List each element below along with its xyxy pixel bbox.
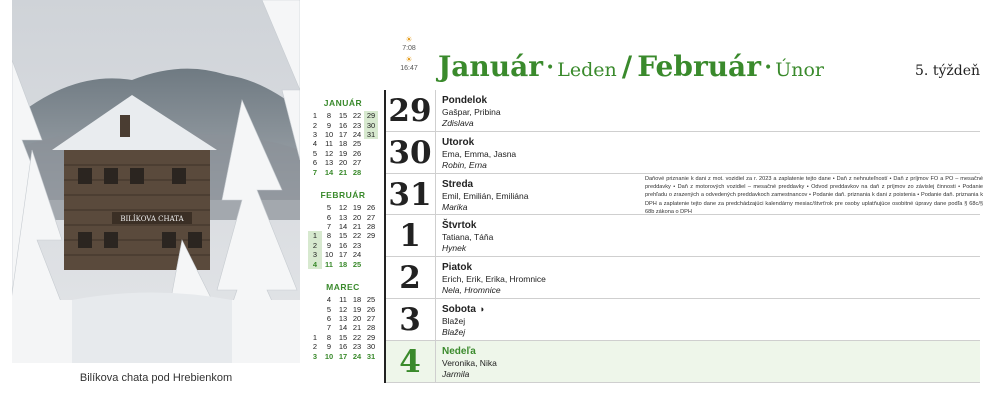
mini-day [308, 323, 322, 332]
mini-day-current-week: 29 [364, 111, 378, 120]
day-list [384, 90, 980, 383]
mini-day: 28 [366, 323, 376, 333]
mini-calendar-title: FEBRUÁR [320, 190, 366, 200]
mini-day: 16 [338, 342, 348, 352]
mini-day: 16 [338, 120, 348, 130]
mini-day: 20 [338, 158, 348, 168]
mini-day-sunday: 31 [366, 351, 376, 361]
day-row-friday [386, 257, 980, 299]
mini-day-current-week: 30 [364, 120, 378, 129]
chalet-sign-text: BILÍKOVA CHATA [120, 215, 184, 223]
mini-day: 15 [338, 111, 348, 121]
day-row-saturday [386, 299, 980, 341]
mini-day: 6 [326, 313, 332, 323]
mini-day: 30 [366, 342, 376, 352]
mini-day [308, 304, 322, 313]
mini-day: 19 [338, 148, 348, 158]
mini-day: 11 [325, 139, 333, 149]
mini-day: 23 [352, 120, 362, 130]
mini-day: 5 [326, 304, 332, 314]
month-slash: / [621, 50, 633, 83]
day-number: 31 [388, 176, 432, 213]
divider [435, 215, 436, 256]
mini-day: 4 [326, 295, 332, 305]
month2-czech: Únor [775, 59, 824, 81]
sunset-icon: ☀ [405, 55, 413, 64]
mini-day [308, 222, 322, 231]
name-days-cz: Zdislava [442, 118, 474, 128]
mini-day: 12 [324, 148, 334, 158]
mini-day: 23 [352, 342, 362, 352]
mini-day-sunday: 10 [324, 351, 334, 361]
day-row-monday [386, 90, 980, 132]
mini-calendar-february [308, 190, 378, 269]
mini-day: 25 [352, 139, 362, 149]
mini-day: 2 [312, 342, 318, 352]
divider [435, 90, 436, 131]
day-number: 3 [399, 301, 421, 338]
mini-day [364, 167, 378, 176]
mini-day: 24 [352, 250, 362, 260]
mini-day: 20 [352, 212, 362, 222]
mini-day: 15 [338, 231, 348, 241]
mini-day: 16 [338, 240, 348, 250]
mini-day: 25 [366, 295, 376, 305]
day-name-row [442, 304, 484, 315]
mini-day [308, 212, 322, 221]
divider [435, 341, 436, 382]
mini-day: 4 [312, 139, 318, 149]
day-number: 2 [399, 260, 421, 297]
mini-day: 9 [326, 120, 332, 130]
name-days-cz: Nela, Hromnice [442, 285, 501, 296]
mini-day-sunday: 28 [352, 167, 362, 177]
mini-day [308, 295, 322, 304]
name-days-cz: Marika [442, 201, 468, 212]
mini-day: 13 [338, 212, 348, 222]
mini-calendar-march [308, 282, 378, 361]
mini-day [364, 139, 378, 148]
dot-separator: • [546, 60, 555, 76]
mini-day: 21 [352, 221, 362, 231]
month1-czech: Leden [557, 59, 617, 81]
mini-day [364, 149, 378, 158]
mini-calendar-january [308, 98, 378, 177]
mini-day: 18 [338, 139, 348, 149]
sunset-time: 16:47 [400, 65, 418, 72]
mini-day: 24 [352, 129, 362, 139]
day-name: Pondelok [442, 95, 488, 106]
mini-day: 9 [326, 240, 332, 250]
mini-day: 7 [326, 323, 332, 333]
day-row-tuesday [386, 132, 980, 174]
day-name: Utorok [442, 136, 475, 148]
mini-day: 27 [352, 158, 362, 168]
mini-day: 9 [326, 342, 332, 352]
mini-day [364, 241, 378, 250]
name-days-sk: Tatiana, Táňa [442, 232, 494, 243]
day-name: Piatok [442, 262, 473, 274]
name-days-sk: Erich, Erik, Erika, Hromnice [442, 274, 546, 285]
mini-day: 28 [366, 221, 376, 231]
mini-day: 5 [312, 148, 318, 158]
mini-day: 29 [366, 231, 376, 241]
mini-day [364, 158, 378, 167]
day-name: Nedeľa [442, 345, 476, 357]
mini-day: 10 [324, 250, 334, 260]
mini-day: 23 [352, 240, 362, 250]
mini-day-sunday: 14 [324, 167, 334, 177]
day-row-sunday [386, 341, 980, 383]
mini-day [308, 203, 322, 212]
mini-day: 3 [312, 129, 318, 139]
mini-day-sunday: 25 [352, 259, 362, 269]
moon-phase-icon: ◑ [478, 303, 485, 314]
mini-calendar-title: JANUÁR [323, 98, 363, 108]
name-days-cz: Blažej [442, 326, 466, 337]
mini-calendar-title: MAREC [326, 282, 360, 292]
day-number: 29 [388, 93, 432, 129]
mini-day: 13 [338, 313, 348, 323]
name-days-cz: Hynek [442, 243, 467, 254]
mini-day: 26 [366, 304, 376, 314]
mini-day: 29 [366, 332, 376, 342]
mini-day: 26 [366, 203, 376, 213]
mini-day-sunday: 17 [338, 351, 348, 361]
mini-day: 14 [338, 221, 348, 231]
mini-day: 8 [326, 332, 332, 342]
sunrise-icon: ☀ [405, 35, 413, 44]
name-days-sk: Veronika, Nika [442, 357, 497, 368]
divider [435, 174, 436, 215]
mini-day-current-week: 2 [308, 241, 322, 250]
day-name: Streda [442, 178, 474, 190]
day-name: Sobota [442, 303, 476, 315]
day-number: 1 [399, 218, 421, 255]
mini-day: 6 [326, 212, 332, 222]
mini-day-sunday: 3 [312, 351, 318, 361]
photo [12, 0, 300, 363]
mini-day-current-week-sunday: 4 [308, 259, 322, 268]
mini-day: 2 [312, 120, 318, 130]
mini-day: 6 [312, 158, 318, 168]
mini-day: 11 [339, 295, 347, 305]
mini-day: 17 [338, 129, 348, 139]
mini-day: 1 [312, 332, 318, 342]
mini-day [364, 250, 378, 259]
divider [435, 299, 436, 340]
name-days-sk: Gašpar, Pribina [442, 107, 501, 117]
mini-day-current-week: 31 [364, 130, 378, 139]
day-number: 4 [399, 343, 421, 380]
mini-day: 20 [352, 313, 362, 323]
month1-title: Január [438, 50, 543, 83]
mini-day: 26 [352, 148, 362, 158]
mini-day-current-week: 1 [308, 231, 322, 240]
mini-day-sunday: 24 [352, 351, 362, 361]
mini-day-sunday: 21 [338, 167, 348, 177]
month-header [438, 50, 983, 90]
name-days-cz: Jarmila [442, 368, 470, 379]
name-days-sk: Blažej [442, 315, 466, 326]
day-name: Štvrtok [442, 220, 477, 232]
day-number: 30 [388, 134, 432, 171]
mini-day-sunday: 18 [338, 259, 348, 269]
sun-times [396, 36, 422, 73]
name-days-cz: Robin, Erna [442, 159, 487, 170]
mini-day: 5 [326, 203, 332, 213]
mini-day: 27 [366, 313, 376, 323]
mini-day: 19 [352, 203, 362, 213]
divider [435, 132, 436, 173]
name-days-sk: Ema, Emma, Jasna [442, 148, 517, 159]
mini-day-sunday: 7 [312, 167, 318, 177]
mini-day: 21 [352, 323, 362, 333]
month2-title: Február [637, 50, 761, 83]
mini-day: 22 [352, 332, 362, 342]
mini-day: 7 [326, 221, 332, 231]
name-days-sk: Emil, Emilián, Emiliána [442, 190, 529, 201]
mini-day: 22 [352, 111, 362, 121]
dot-separator: • [763, 60, 773, 76]
mini-day: 10 [324, 129, 334, 139]
mini-day: 18 [352, 295, 362, 305]
mini-day: 15 [338, 332, 348, 342]
mini-day-current-week: 3 [308, 250, 322, 259]
mini-day: 13 [324, 158, 334, 168]
mini-day: 12 [338, 203, 348, 213]
mini-day: 22 [352, 231, 362, 241]
mini-day: 8 [326, 231, 332, 241]
mini-day: 14 [338, 323, 348, 333]
mini-day: 1 [312, 111, 318, 121]
tax-deadlines-note: Daňové priznanie k dani z mot. vozidiel za r. 2023 a zaplatenie tejto dane • Daň z nehnuteľností • Daň z príjmov FO a PO – mesačné preddavky • Daň z motorových vozidiel – mesačné preddavky • Odvod preddavkov na daň z príjmov zo závislej činnosti • Podanie prehľadu o zrazených a odvedených preddavkoch zamestnancov • Podanie daň. priznania k dani z poistenia • Podanie daň. priznania k DPH a zaplatenie tejto dane za predchádzajúci kalendárny mesiac/štvrťrok pre osoby uplatňujúce osobitné úpravy dane podľa § 68c/§ 68b zákona o DPH [645, 176, 983, 215]
photo-caption: Bilíkova chata pod Hrebienkom [79, 372, 233, 384]
mini-day: 19 [352, 304, 362, 314]
divider [435, 257, 436, 298]
mini-day: 17 [338, 250, 348, 260]
mini-day-sunday: 11 [325, 259, 333, 269]
mini-day: 8 [326, 111, 332, 121]
mini-day [364, 259, 378, 268]
mini-day: 12 [338, 304, 348, 314]
mini-day: 27 [366, 212, 376, 222]
week-number: 5. týždeň [915, 63, 980, 79]
day-row-thursday [386, 215, 980, 257]
sunrise-time: 7:08 [402, 45, 416, 52]
mini-day [308, 314, 322, 323]
